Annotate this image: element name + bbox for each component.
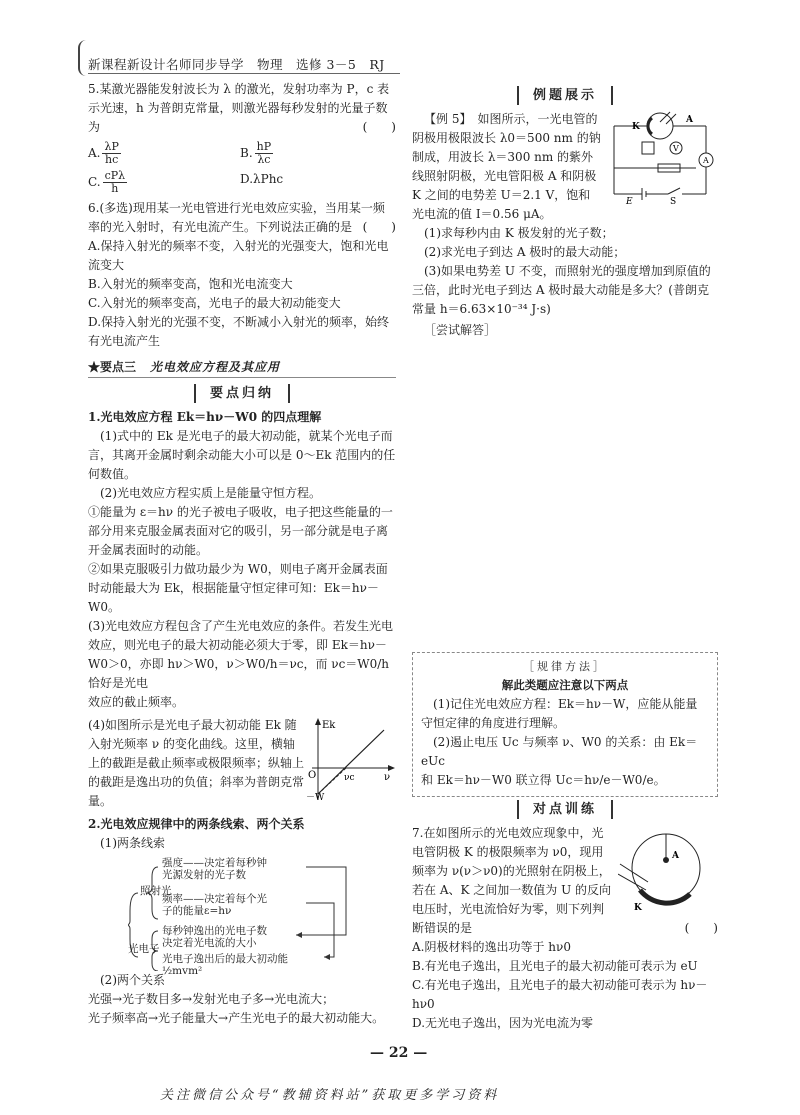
summary-banner: 要点归纳: [88, 382, 396, 404]
q7-stem: 7.在如图所示的光电效应现象中，光电管阴极 K 的极限频率为 ν0，现用频率为 ν(ν＞ν0)的光照射在阴极上，若在 A、K 之间加一数值为 U 的反向电压时，光电流恰好为零，则下列判断错误的是: [412, 826, 612, 935]
svg-text:V: V: [673, 144, 679, 153]
point-2-rel2: 光子频率高→光子能量大→产生光电子的最大初动能大。: [88, 1011, 385, 1025]
svg-text:K: K: [634, 903, 642, 913]
q7-option-b: B.有光电子逸出，且光电子的最大初动能可表示为 eU: [412, 959, 698, 973]
ek-frequency-graph: [306, 716, 396, 806]
graph-intercept-y: －W: [306, 793, 325, 803]
drill-section: [412, 794, 718, 1033]
q6-stem: 6.(多选)现用某一光电管进行光电效应实验，当用某一频率的光入射时，有光电流产生。下列说法正确的是: [88, 201, 385, 234]
point-1-p3b: W0＞0，亦即 hν＞W0，ν＞W0/h＝νc，而 νc＝W0/h 恰好是光电: [88, 657, 390, 690]
graph-y-label: Ek: [322, 720, 336, 731]
example-5-text: 【例 5】 如图所示，一光电管的阴极用极限波长 λ0＝500 nm 的钠制成，用波长 λ＝300 nm 的紫外线照射阴极，光电管阳极 A 和阴极 K 之间的电势差 U＝2.1 V，饱和光电流的值 I＝0.56 μA。: [412, 112, 601, 221]
tree-light: 照射光: [140, 885, 172, 897]
method-banner: ［规律方法］: [523, 660, 607, 673]
page-header: 新课程新设计名师同步导学 物理 选修 3－5 RJ: [88, 57, 385, 72]
try-answer-label: ［尝试解答］: [424, 323, 497, 337]
tree-intensity: 强度——决定着每秒钟光源发射的光子数: [162, 857, 267, 881]
svg-text:S: S: [670, 197, 677, 206]
question-5: [88, 80, 396, 195]
header-rule: [88, 73, 400, 74]
q5-option-c: C. $\frac{\text{cPλ}}{h}$: [88, 169, 126, 195]
q6-bracket: ( ): [362, 220, 396, 234]
method-p2b: 和 Ek＝hν－W0 联立得 Uc＝hν/e－W0/e。: [421, 773, 666, 787]
right-column: [412, 80, 718, 1030]
drill-banner: 对点训练: [412, 798, 718, 820]
page-number: — 22 —: [370, 1045, 428, 1061]
q6-option-c: C.入射光的频率变高，光电子的最大初动能变大: [88, 296, 341, 310]
point-2: [88, 815, 396, 1028]
clue-tree: [88, 853, 396, 977]
graph-intercept-x: νc: [344, 773, 355, 783]
method-p2a: (2)遏止电压 Uc 与频率 ν、W0 的关系：由 Ek＝eUc: [421, 735, 698, 768]
q6-option-b: B.入射光的频率变高，饱和光电流变大: [88, 277, 293, 291]
point-1-p3c: 效应的截止频率。: [88, 695, 185, 709]
q5-option-a: A. $\frac{\lambda P}{hc}$: [88, 140, 119, 166]
tree-e1: 每秒钟逸出的光电子数决定着光电流的大小: [162, 925, 267, 949]
q5-option-b: B. $\frac{hP}{\lambda c}$: [240, 140, 272, 166]
tree-e2: 光电子逸出后的最大初动能 ½mvm²: [162, 953, 288, 977]
example-banner: 例题展示: [412, 84, 718, 106]
q7-option-d: D.无光电子逸出，因为光电流为零: [412, 1016, 594, 1030]
question-7: [412, 824, 718, 1033]
svg-text:E: E: [626, 197, 633, 206]
point-1-p2b: ②如果克服吸引力做功最少为 W0，则电子离开金属表面时动能最大为 Ek，根据能量守恒定律可知：Ek＝hν－W0。: [88, 562, 388, 614]
point-1-p1: (1)式中的 Ek 是光电子的最大初动能，就某个光电子而言，其离开金属时剩余动能大小可以是 0～Ek 范围内的任何数值。: [88, 429, 396, 481]
svg-text:A: A: [686, 115, 693, 125]
point-1-p2a: ①能量为 ε＝hν 的光子被电子吸收，电子把这些能量的一部分用来克服金属表面对它的吸引，另一部分就是电子离开金属表面时的动能。: [88, 505, 393, 557]
method-title: 解此类题应注意以下两点: [501, 678, 629, 692]
q6-option-a: A.保持入射光的频率不变，入射光的光强变大，饱和光电流变大: [88, 239, 389, 272]
photocell-figure: [618, 824, 718, 914]
question-6: [88, 199, 396, 351]
footer-note: 关注微信公众号“教辅资料站”获取更多学习资料: [160, 1088, 500, 1103]
q7-option-a: A.阴极材料的逸出功等于 hν0: [412, 940, 571, 954]
point-2-sub2: (2)两个关系: [100, 973, 165, 987]
q5-bracket: ( ): [362, 120, 396, 134]
q7-option-c: C.有光电子逸出，且光电子的最大初动能可表示为 hν－hν0: [412, 978, 708, 1011]
photocell-circuit: [606, 110, 718, 206]
tree-electron: 光电子: [128, 943, 160, 955]
q5-option-d: D.λPhc: [240, 172, 284, 186]
point-2-title: 2.光电效应规律中的两条线索、两个关系: [88, 817, 305, 831]
point-1-title: 1.光电效应方程 Ek＝hν－W0 的四点理解: [88, 410, 322, 424]
point-2-rel1: 光强→光子数目多→发射光电子多→光电流大；: [88, 992, 335, 1006]
section-3-bar: [88, 357, 396, 378]
method-box: [412, 652, 718, 797]
q5-stem: 5.某激光器能发射波长为 λ 的激光，发射功率为 P，c 表示光速，h 为普朗克常量，则激光器每秒发射的光量子数为: [88, 82, 390, 134]
example-5: [412, 110, 718, 340]
graph-x-label: ν: [384, 772, 391, 783]
point-1-p4: (4)如图所示是光电子最大初动能 Ek 随入射光频率 ν 的变化曲线。这里，横轴上的截距是截止频率或极限频率；纵轴上的截距是逸出功的负值；斜率为普朗克常量。: [88, 718, 305, 808]
svg-text:K: K: [632, 122, 640, 132]
point-2-sub1: (1)两条线索: [100, 836, 165, 850]
section-3-name: 光电效应方程及其应用: [150, 359, 281, 374]
graph-origin: O: [308, 770, 317, 781]
svg-text:A: A: [672, 851, 679, 861]
point-1-p2: (2)光电效应方程实质上是能量守恒方程。: [100, 486, 321, 500]
method-p1: (1)记住光电效应方程：Ek＝hν－W，应能从能量守恒定律的角度进行理解。: [421, 697, 698, 730]
example-5-q3: (3)如果电势差 U 不变，而照射光的强度增加到原值的三倍，此时光电子到达 A 极时最大动能是多大？(普朗克常量 h＝6.63×10⁻³⁴ J·s): [412, 264, 711, 316]
q6-option-d: D.保持入射光的光强不变，不断减小入射光的频率，始终有光电流产生: [88, 315, 390, 348]
point-1-p3a: (3)光电效应方程包含了产生光电效应的条件。若发生光电效应，则光电子的最大初动能必须大于零，即 Ek＝hν－: [88, 619, 394, 652]
point-1: [88, 408, 396, 811]
example-5-q1: (1)求每秒内由 K 极发射的光子数；: [424, 226, 614, 240]
svg-text:A: A: [703, 156, 709, 165]
tree-frequency: 频率——决定着每个光子的能量ε=hν: [162, 893, 267, 917]
section-3-tag: ★要点三: [88, 359, 137, 374]
left-column: [88, 80, 396, 1028]
example-5-q2: (2)求光电子到达 A 极时的最大动能；: [424, 245, 626, 259]
q7-bracket: ( ): [684, 921, 718, 935]
